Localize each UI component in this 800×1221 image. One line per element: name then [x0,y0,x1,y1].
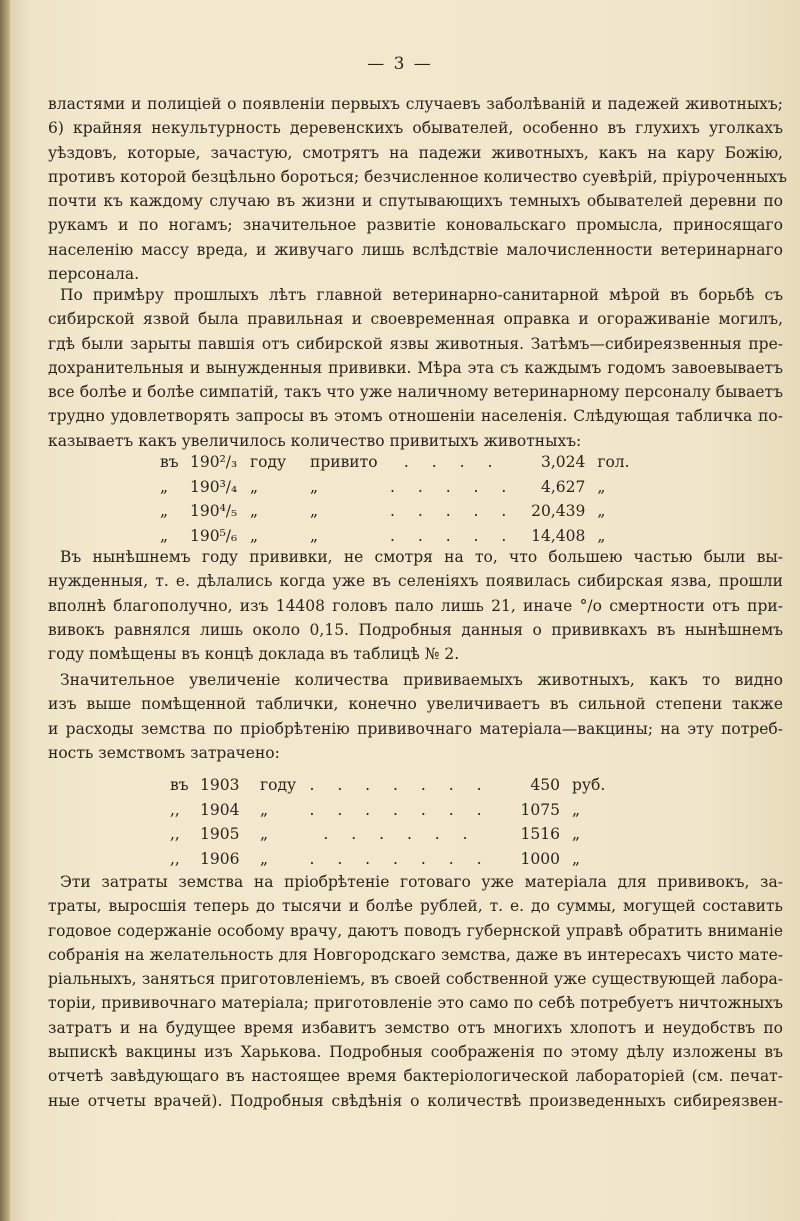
text-line: и расходы земства по пріобрѣтенію прививочнаго матеріала—вакцины; на эту потреб- [48,719,783,738]
row-value: 14,408 [531,526,586,545]
row-unit: „ [572,849,581,868]
paragraph-2 [48,283,783,453]
row-prefix: „ [160,526,169,545]
row-ditto: „ [250,502,259,521]
text-line: По примѣру прошлыхъ лѣтъ главной ветеринарно-санитарной мѣрой въ борьбѣ съ [60,286,783,304]
row-year: 190³/₄ [190,477,238,496]
text-line: персонала. [48,265,140,284]
page-number: — 3 — [367,54,433,74]
row-ditto: „ [260,849,269,868]
row-ditto: привито [310,453,378,472]
row-ditto: „ [310,477,319,496]
text-line: дохранительныя и вынужденныя прививки. Мѣра эта съ каждымъ годомъ завоевываетъ [48,358,783,377]
row-ditto: „ [260,825,269,844]
row-unit: „ [572,800,581,819]
row-value: 450 [530,776,560,795]
row-year: 190⁴/₅ [190,502,238,521]
text-line: все болѣе и болѣе симпатій, такъ что уже наличному ветеринарному персоналу бываетъ [48,383,783,402]
page-binding-edge [0,0,10,1221]
text-line: противъ которой безцѣльно бороться; безчисленное количество суевѣрій, пріуроченныхъ [48,167,788,186]
row-dots: . . . . . . [323,825,477,844]
row-value: 1516 [520,825,560,844]
text-line: изъ выше помѣщенной таблички, конечно увеличиваетъ въ сильной степени также [48,695,783,714]
table-row [170,798,622,823]
text-line: году помѣщены въ концѣ доклада въ таблицѣ № 2. [48,645,460,664]
text-line: отчетѣ завѣдующаго въ настоящее время бактеріологической лабораторіей (см. печат- [48,1067,783,1086]
row-value: 20,439 [531,502,586,521]
text-line: сибирской язвой была правильная и своевременная оправка и огораживаніе могилъ, [48,310,783,329]
text-line: Значительное увеличеніе количества прививаемыхъ животныхъ, какъ то видно [60,671,783,689]
table-row [170,773,622,798]
paragraph-5 [48,870,783,1113]
text-line: затратъ и на будущее время избавитъ земство отъ многихъ хлопотъ и неудобствъ по [48,1018,783,1037]
text-line: уѣздовъ, которые, зачастую, смотрятъ на падежи животныхъ, какъ на кару Божію, [48,143,783,162]
row-value: 3,024 [540,453,586,472]
row-unit: „ [597,477,606,496]
paragraph-4 [48,668,783,765]
row-ditto: году [260,776,297,795]
table-row [170,822,622,847]
row-unit: „ [597,502,606,521]
table-row [160,475,647,500]
row-prefix: въ [170,776,189,795]
text-line: казываетъ какъ увеличилось количество привитыхъ животныхъ: [48,431,582,450]
text-line: Въ нынѣшнемъ году прививки, не смотря на то, что большею частью были вы- [60,548,783,566]
row-year: 190⁵/₆ [190,526,238,545]
text-line: трудно удовлетворять запросы въ этомъ отношеніи населенія. Слѣдующая табличка по- [48,407,783,426]
row-ditto: „ [260,800,269,819]
row-dots: . . . . . [390,526,516,545]
paragraph-1 [48,92,788,286]
text-line: властями и полиціей о появленіи первыхъ случаевъ заболѣваній и падежей животныхъ; [48,95,783,113]
row-unit: руб. [572,776,606,795]
row-unit: „ [572,825,581,844]
row-ditto: году [250,453,287,472]
row-dots: . . . . . [390,502,516,521]
row-prefix: ,, [170,825,180,844]
row-value: 1075 [520,800,560,819]
paragraph-3 [48,545,783,666]
row-dots: . . . . . . . [309,776,491,795]
row-dots: . . . . . [390,477,516,496]
table-row [160,450,647,475]
row-ditto: „ [310,502,319,521]
row-value: 1000 [520,849,560,868]
row-prefix: въ [160,453,179,472]
vaccination-table [160,450,647,548]
row-value: 4,627 [540,477,586,496]
text-line: выпискѣ вакцины изъ Харькова. Подробныя соображенія по этому дѣлу изложены въ [48,1043,783,1062]
text-line: Эти затраты земства на пріобрѣтеніе готоваго уже матеріала для прививокъ, за- [60,873,783,891]
text-line: торіи, прививочнаго матеріала; приготовленіе это само по себѣ потребуетъ ничтожныхъ [48,994,783,1013]
table-row [170,847,622,872]
expense-table [170,773,622,871]
row-year: 1903 [200,776,240,795]
text-line: нужденныя, т. е. дѣлались когда уже въ селеніяхъ появилась сибирская язва, прошли [48,572,783,591]
text-line: собранія на желательность для Новгородскаго земства, даже въ интересахъ чисто мате- [48,945,783,964]
text-line: рукамъ и по ногамъ; значительное развитіе коновальскаго промысла, приносящаго [48,216,783,235]
row-ditto: „ [310,526,319,545]
text-line: гдѣ были зарыты павшія отъ сибирской язвы животныя. Затѣмъ—сибиреязвенныя пре- [48,334,783,353]
text-line: ность земствомъ затрачено: [48,743,280,762]
text-line: 6) крайняя некультурность деревенскихъ обывателей, особенно въ глухихъ уголкахъ [48,119,783,138]
row-unit: гол. [597,453,630,472]
row-dots: . . . . [403,453,502,472]
row-dots: . . . . . . . [309,849,491,868]
row-prefix: ,, [170,849,180,868]
row-prefix: „ [160,502,169,521]
text-line: годовое содержаніе особому врачу, даютъ поводъ губернской управѣ обратить вниманіе [48,921,783,940]
row-prefix: ,, [170,800,180,819]
text-line: траты, выросшія теперь до тысячи и болѣе рублей, т. е. до суммы, могущей составить [48,897,783,916]
row-prefix: „ [160,477,169,496]
row-ditto: „ [250,477,259,496]
text-line: вивокъ равнялся лишь около 0,15. Подробныя данныя о прививкахъ въ нынѣшнемъ [48,620,783,639]
row-ditto: „ [250,526,259,545]
text-line: населенію массу вреда, и живучаго лишь вслѣдствіе малочисленности ветеринарнаго [48,240,783,259]
text-line: ные отчеты врачей). Подробныя свѣдѣнія о количествѣ произведенныхъ сибиреязвен- [48,1091,783,1110]
row-dots: . . . . . . . [309,800,491,819]
row-unit: „ [597,526,606,545]
text-line: почти къ каждому случаю въ жизни и спутывающихъ темныхъ обывателей деревни по [48,192,783,211]
text-line: вполнѣ благополучно, изъ 14408 головъ пало лишь 21, иначе °/о смертности отъ при- [48,596,783,615]
row-year: 1905 [200,825,240,844]
row-year: 1906 [200,849,240,868]
text-line: ріальныхъ, заняться приготовленіемъ, въ своей собственной уже существующей лабора- [48,970,783,989]
row-year: 190²/₃ [190,453,238,472]
row-year: 1904 [200,800,240,819]
table-row [160,499,647,524]
